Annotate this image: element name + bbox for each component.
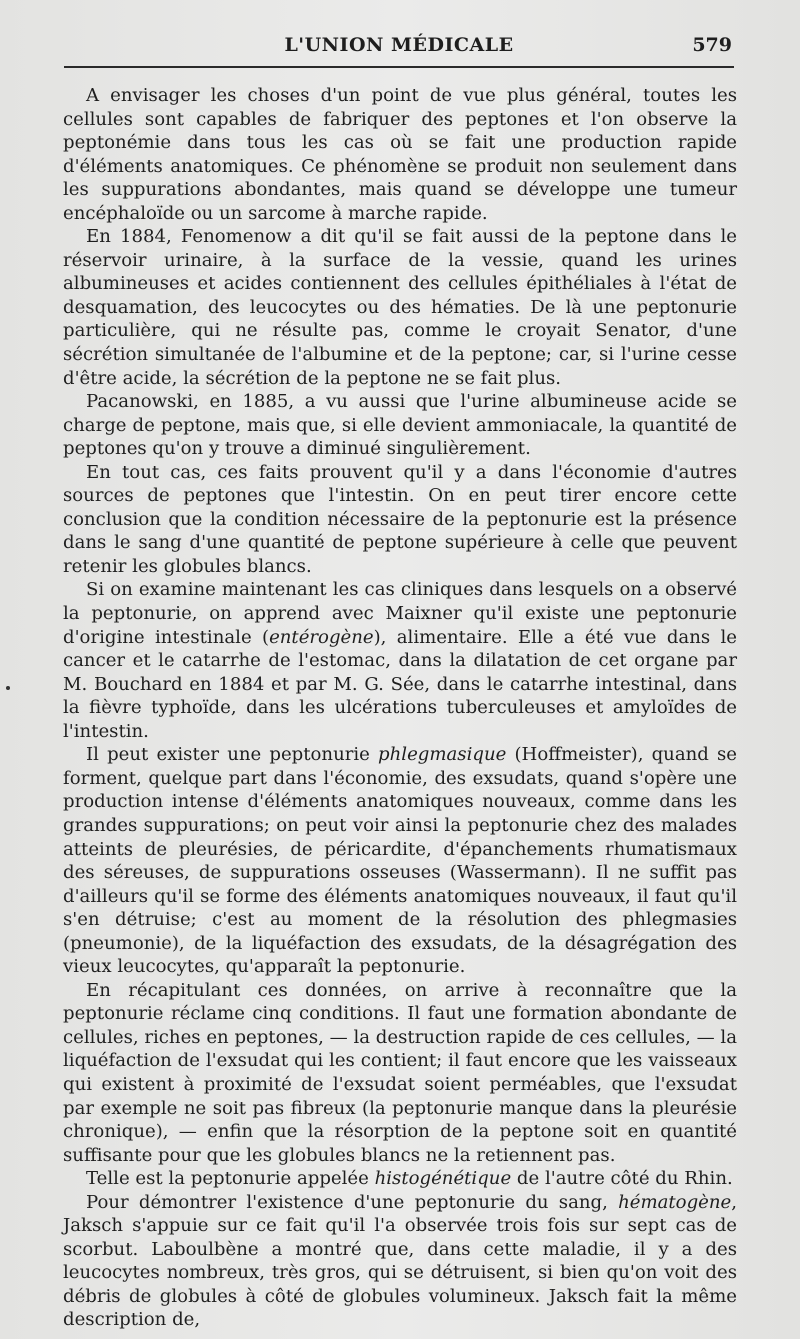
paragraph bbox=[63, 578, 737, 743]
paragraph-text: Il peut exister une peptonurie bbox=[86, 744, 379, 766]
paragraph: En 1884, Fenomenow a dit qu'il se fait aussi de la peptone dans le réservoir urinaire, à la surface de la vessie, quand les urines albumineuses et acides contiennent des cellules épithéliales à l'état de desquamation, des leucocytes ou des hématies. De là une peptonurie particulière, qui ne résulte pas, comme le croyait Senator, d'une sécrétion simultanée de l'albumine et de la peptone; car, si l'urine cesse d'être acide, la sécrétion de la peptone ne se fait plus. bbox=[63, 226, 737, 389]
header-rule bbox=[64, 66, 734, 68]
italic-term: phlegmasique bbox=[378, 744, 507, 766]
paragraph: Pacanowski, en 1885, a vu aussi que l'urine albumineuse acide se charge de peptone, mais que, si elle devient ammoniacale, la quantité de peptones qu'on y trouve a diminué singulièrement. bbox=[63, 391, 737, 460]
paragraph bbox=[63, 1167, 737, 1191]
page-header bbox=[66, 30, 732, 60]
paragraph-text: Pour démontrer l'existence d'une peptonurie du sang, bbox=[86, 1191, 619, 1213]
paragraph-text: , Jaksch s'appuie sur ce fait qu'il l'a observée trois fois sur sept cas de scorbut. Laboulbène a montré que, dans cette maladie, il y a des leucocytes nombreux, très gros, qui se détruisent, si bien qu'on voit des débris de globules à côté de globules volumineux. Jaksch fait la même description de, bbox=[63, 1191, 737, 1331]
paragraph-text: de l'autre côté du Rhin. bbox=[511, 1168, 733, 1190]
paragraph-text: ), alimentaire. Elle a été vue dans le cancer et le catarrhe de l'estomac, dans la dilatation de cet organe par M. Bouchard en 1884 et par M. G. Sée, dans le catarrhe intestinal, dans la fièvre typhoïde, dans les ulcérations tuberculeuses et amyloïdes de l'intestin. bbox=[63, 626, 737, 742]
running-title: L'UNION MÉDICALE bbox=[284, 34, 514, 56]
body-text bbox=[63, 84, 737, 1332]
paragraph-text: Telle est la peptonurie appelée bbox=[86, 1168, 375, 1190]
paragraph: En tout cas, ces faits prouvent qu'il y a dans l'économie d'autres sources de peptones que l'intestin. On en peut tirer encore cette conclusion que la condition nécessaire de la peptonurie est la présence dans le sang d'une quantité de peptone supérieure à celle que peuvent retenir les globules blancs. bbox=[63, 461, 737, 577]
italic-term: entérogène bbox=[269, 626, 374, 648]
paragraph: En récapitulant ces données, on arrive à reconnaître que la peptonurie réclame cinq conditions. Il faut une formation abondante de cellules, riches en peptones, — la destruction rapide de ces cellules, — la liquéfaction de l'exsudat qui les contient; il faut encore que les vaisseaux qui existent à proximité de l'exsudat soient perméables, que l'exsudat par exemple ne soit pas fibreux (la peptonurie manque dans la pleurésie chronique), — enfin que la résorption de la peptone soit en quantité suffisante pour que les globules blancs ne la retiennent pas. bbox=[63, 979, 737, 1166]
italic-term: histogénétique bbox=[374, 1168, 512, 1190]
page-number: 579 bbox=[692, 34, 732, 56]
paragraph-text: Si on examine maintenant les cas cliniques dans lesquels on a observé la peptonurie, on apprend avec Maixner qu'il existe une peptonurie d'origine intestinale ( bbox=[63, 579, 737, 648]
paragraph bbox=[63, 1191, 737, 1332]
paragraph: A envisager les choses d'un point de vue plus général, toutes les cellules sont capables de fabriquer des peptones et l'on observe la peptonémie dans tous les cas où se fait une production rapide d'éléments anatomiques. Ce phénomène se produit non seulement dans les suppurations abondantes, mais quand se développe une tumeur encéphaloïde ou un sarcome à marche rapide. bbox=[63, 85, 737, 224]
paragraph bbox=[63, 743, 737, 978]
paragraph-text: (Hoffmeister), quand se forment, quelque part dans l'économie, des exsudats, quand s'opère une production intense d'éléments anatomiques nouveaux, comme dans les grandes suppurations; on peut voir ainsi la peptonurie chez des malades atteints de pleurésies, de péricardite, d'épanchements rhumatismaux des séreuses, de suppurations osseuses (Wassermann). Il ne suffit pas d'ailleurs qu'il se forme des éléments anatomiques nouveaux, il faut qu'il s'en détruise; c'est au moment de la résolution des phlegmasies (pneumonie), de la liquéfaction des exsudats, de la désagrégation des vieux leucocytes, qu'apparaît la peptonurie. bbox=[63, 744, 738, 978]
italic-term: hématogène bbox=[618, 1191, 732, 1213]
margin-dot bbox=[6, 686, 10, 690]
